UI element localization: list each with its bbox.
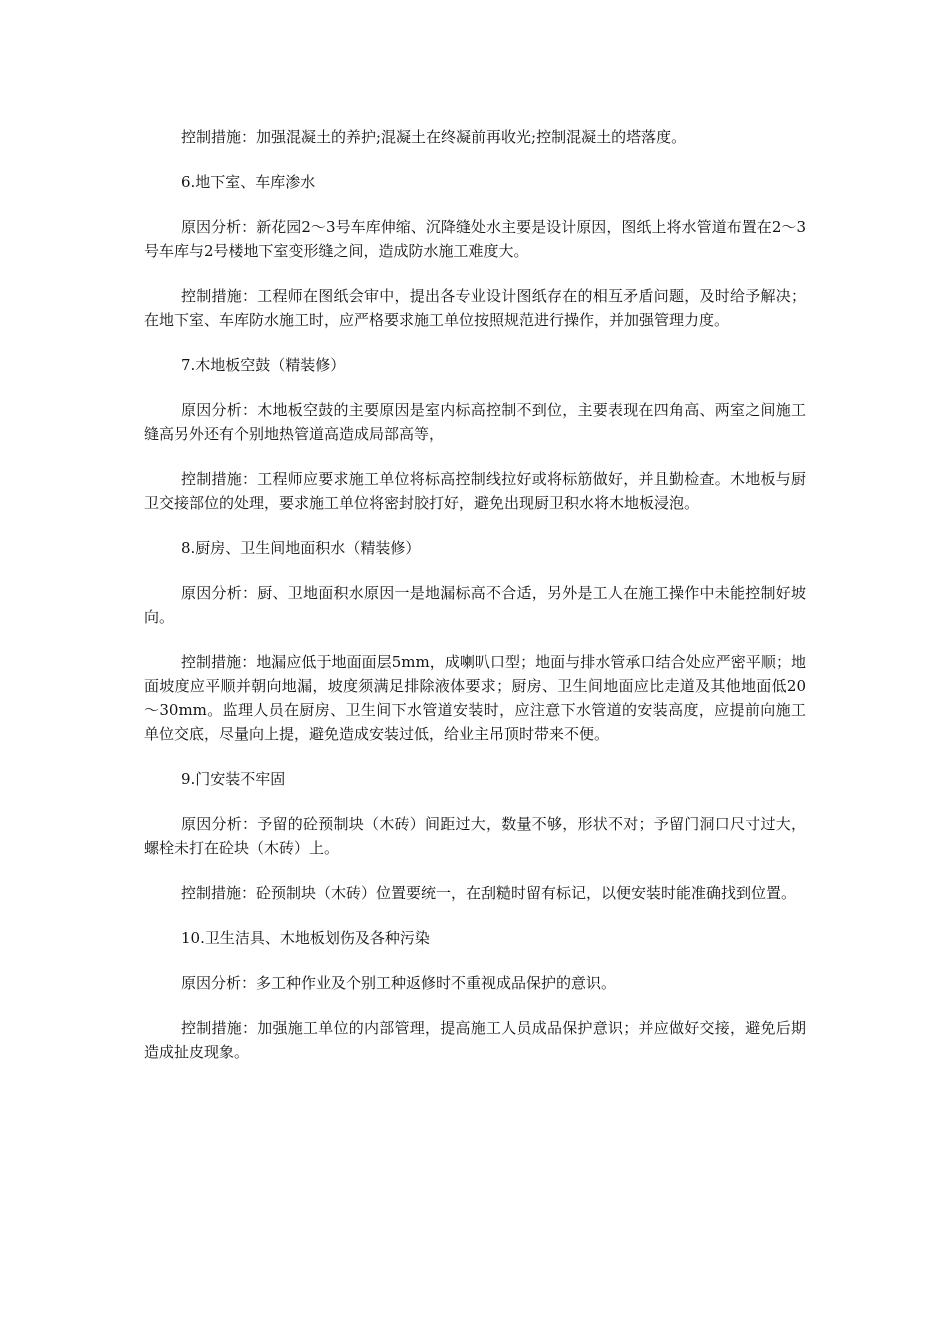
paragraph-cause-9: 原因分析：予留的砼预制块（木砖）间距过大，数量不够，形状不对；予留门洞口尺寸过大，螺栓未打在砼块（木砖）上。 — [144, 815, 806, 857]
section-heading-10: 10.卫生洁具、木地板划伤及各种污染 — [181, 929, 430, 947]
section-heading-9: 9.门安装不牢固 — [181, 770, 286, 788]
section-heading-7: 7.木地板空鼓（精装修） — [181, 356, 346, 374]
paragraph-cause-6: 原因分析：新花园2～3号车库伸缩、沉降缝处水主要是设计原因，图纸上将水管道布置在2～3号车库与2号楼地下室变形缝之间，造成防水施工难度大。 — [144, 218, 806, 260]
section-heading-8: 8.厨房、卫生间地面积水（精装修） — [181, 539, 421, 557]
document-page — [144, 0, 806, 1085]
paragraph-control-9: 控制措施：砼预制块（木砖）位置要统一，在刮糙时留有标记，以便安装时能准确找到位置。 — [181, 884, 797, 902]
section-heading-6: 6.地下室、车库渗水 — [181, 173, 316, 191]
paragraph-cause-8: 原因分析：厨、卫地面积水原因一是地漏标高不合适，另外是工人在施工操作中未能控制好坡向。 — [144, 584, 806, 626]
paragraph-control-10: 控制措施：加强施工单位的内部管理，提高施工人员成品保护意识；并应做好交接，避免后期造成扯皮现象。 — [144, 1019, 806, 1061]
paragraph-control-concrete: 控制措施：加强混凝土的养护;混凝土在终凝前再收光;控制混凝土的塔落度。 — [181, 128, 687, 146]
paragraph-control-8: 控制措施：地漏应低于地面面层5mm，成喇叭口型；地面与排水管承口结合处应严密平顺；地面坡度应平顺并朝向地漏，坡度须满足排除液体要求；厨房、卫生间地面应比走道及其他地面低20～30mm。监理人员在厨房、卫生间下水管道安装时，应注意下水管道的安装高度，应提前向施工单位交底，尽量向上提，避免造成安装过低，给业主吊顶时带来不便。 — [144, 653, 806, 743]
paragraph-cause-10: 原因分析：多工种作业及个别工种返修时不重视成品保护的意识。 — [181, 974, 617, 992]
paragraph-control-7: 控制措施：工程师应要求施工单位将标高控制线拉好或将标筋做好，并且勤检查。木地板与厨卫交接部位的处理，要求施工单位将密封胶打好，避免出现厨卫积水将木地板浸泡。 — [144, 470, 806, 512]
paragraph-cause-7: 原因分析：木地板空鼓的主要原因是室内标高控制不到位，主要表现在四角高、两室之间施工缝高另外还有个别地热管道高造成局部高等， — [144, 401, 806, 443]
paragraph-control-6: 控制措施：工程师在图纸会审中，提出各专业设计图纸存在的相互矛盾问题，及时给予解决；在地下室、车库防水施工时，应严格要求施工单位按照规范进行操作，并加强管理力度。 — [144, 287, 806, 329]
